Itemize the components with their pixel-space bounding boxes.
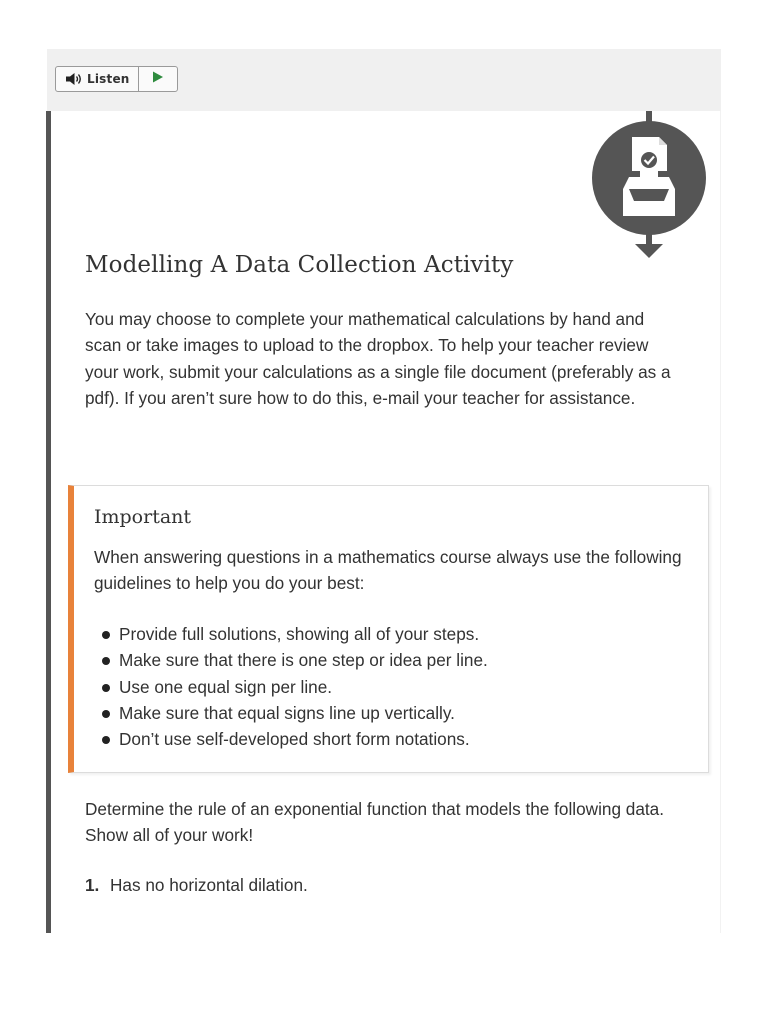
task-instructions: Determine the rule of an exponential function that models the following data. Show all of your work! xyxy=(85,799,665,846)
activity-title: Modelling A Data Collection Activity xyxy=(85,252,514,278)
task-item xyxy=(85,872,308,898)
read-aloud-toolbar xyxy=(47,49,721,111)
list-item: Provide full solutions, showing all of your steps. xyxy=(94,621,488,647)
listen-main[interactable] xyxy=(56,67,139,91)
list-item: Use one equal sign per line. xyxy=(94,674,488,700)
important-text: When answering questions in a mathematics course always use the following guidelines to help you do your best: xyxy=(94,547,682,594)
listen-label: Listen xyxy=(87,72,130,86)
task-list xyxy=(85,872,308,898)
play-icon xyxy=(152,70,164,88)
dropbox-submit-icon xyxy=(589,111,709,266)
task-item-number: 1. xyxy=(85,875,100,895)
important-title: Important xyxy=(94,506,192,528)
task-item-text: Has no horizontal dilation. xyxy=(110,875,308,895)
list-item: Make sure that there is one step or idea per line. xyxy=(94,647,488,673)
activity-intro: You may choose to complete your mathematical calculations by hand and scan or take images to upload to the dropbox. To help your teacher review your work, submit your calculations as a single file document (preferably as a pdf). If you aren’t sure how to do this, e-mail your teacher for assistance. xyxy=(85,309,671,408)
listen-button[interactable] xyxy=(55,66,178,92)
guidelines-list xyxy=(94,621,488,752)
activity-content xyxy=(46,111,721,933)
important-callout xyxy=(68,485,709,773)
speaker-icon xyxy=(65,72,83,86)
list-item: Make sure that equal signs line up vertically. xyxy=(94,700,488,726)
play-button[interactable] xyxy=(139,67,177,91)
list-item: Don’t use self-developed short form notations. xyxy=(94,726,488,752)
